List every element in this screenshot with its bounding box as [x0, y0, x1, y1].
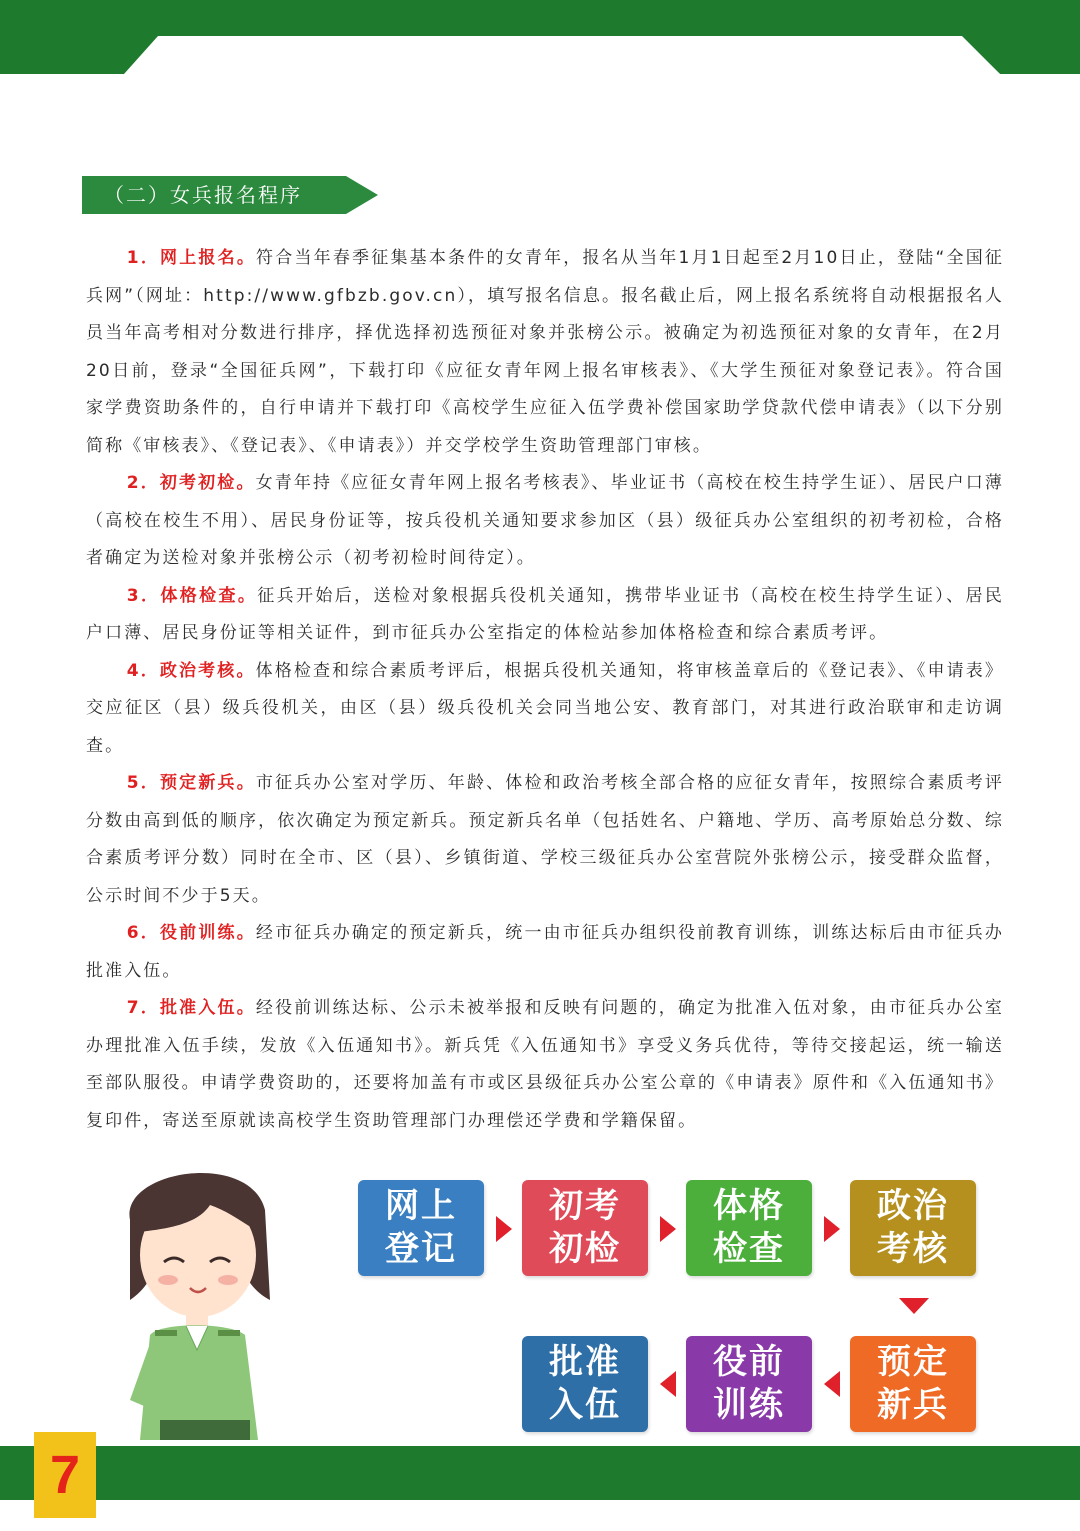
- section-title-text: （二）女兵报名程序: [104, 183, 302, 207]
- flow-box-label: 初考初检: [549, 1186, 621, 1269]
- header-band: [0, 0, 1080, 80]
- step-3-paragraph: [86, 578, 1004, 653]
- arrow-down-icon: [899, 1298, 929, 1314]
- flow-box-physical-exam: [686, 1180, 812, 1276]
- step-1-text: 符合当年春季征集基本条件的女青年，报名从当年1月1日起至2月10日止，登陆“全国征兵网”（网址：http://www.gfbzb.gov.cn），填写报名信息。报名截止后，网上报名系统将自动根据报名人员当年高考相对分数进行排序，择优选择初选预征对象并张榜公示。被确定为初选预征对象的女青年，在2月20日前，登录“全国征兵网”，下载打印《应征女青年网上报名审核表》、《大学生预征对象登记表》。符合国家学费资助条件的，自行申请并下载打印《高校学生应征入伍学费补偿国家助学贷款代偿申请表》（以下分别简称《审核表》、《登记表》、《申请表》）并交学校学生资助管理部门审核。: [86, 248, 1004, 456]
- step-4-paragraph: [86, 653, 1004, 766]
- arrow-left-icon: [824, 1371, 840, 1397]
- step-7-text: 经役前训练达标、公示未被举报和反映有问题的，确定为批准入伍对象，由市征兵办公室办理批准入伍手续，发放《入伍通知书》。新兵凭《入伍通知书》享受义务兵优待，等待交接起运，统一输送至部队服役。申请学费资助的，还要将加盖有市或区县级征兵办公室公章的《申请表》原件和《入伍通知书》复印件，寄送至原就读高校学生资助管理部门办理偿还学费和学籍保留。: [86, 998, 1004, 1131]
- step-4-text: 体格检查和综合素质考评后，根据兵役机关通知，将审核盖章后的《登记表》、《申请表》交应征区（县）级兵役机关，由区（县）级兵役机关会同当地公安、教育部门，对其进行政治联审和走访调查。: [86, 660, 1005, 756]
- flow-box-label: 役前训练: [713, 1342, 785, 1425]
- arrow-right-icon: [824, 1216, 840, 1242]
- cartoon-girl-illustration: [100, 1150, 290, 1440]
- step-3-text: 征兵开始后，送检对象根据兵役机关通知，携带毕业证书（高校在校生持学生证）、居民户口薄、居民身份证等相关证件，到市征兵办公室指定的体检站参加体格检查和综合素质考评。: [86, 585, 1004, 643]
- step-2-paragraph: [86, 465, 1004, 578]
- arrow-left-icon: [660, 1371, 676, 1397]
- flow-box-online-registration: [358, 1180, 484, 1276]
- flow-box-label: 网上登记: [385, 1186, 457, 1269]
- flow-box-reserved-recruit: [850, 1336, 976, 1432]
- step-6-text: 经市征兵办确定的预定新兵，统一由市征兵办组织役前教育训练，训练达标后由市征兵办批准入伍。: [86, 923, 1004, 981]
- step-5-heading: 5．预定新兵。: [126, 773, 256, 793]
- step-7-paragraph: [86, 990, 1004, 1140]
- flow-box-label: 批准入伍: [549, 1342, 621, 1425]
- arrow-right-icon: [496, 1216, 512, 1242]
- flow-box-pre-service-training: [686, 1336, 812, 1432]
- step-7-heading: 7．批准入伍。: [126, 998, 256, 1018]
- flow-box-label: 预定新兵: [877, 1342, 949, 1425]
- procedure-text: [86, 240, 1004, 1140]
- flow-box-label: 体格检查: [713, 1186, 785, 1269]
- page-number: 7: [34, 1432, 96, 1518]
- step-4-heading: 4．政治考核。: [126, 660, 256, 681]
- flow-box-label: 政治考核: [877, 1186, 949, 1269]
- footer-band: [0, 1446, 1080, 1500]
- step-1-paragraph: [86, 240, 1004, 465]
- step-3-heading: 3．体格检查。: [126, 585, 258, 606]
- step-1-heading: 1．网上报名。: [126, 248, 257, 268]
- flow-box-political-review: [850, 1180, 976, 1276]
- flow-box-enlistment-approval: [522, 1336, 648, 1432]
- step-6-paragraph: [86, 915, 1004, 990]
- flow-box-preliminary-check: [522, 1180, 648, 1276]
- section-title: [82, 176, 378, 214]
- step-5-text: 市征兵办公室对学历、年龄、体检和政治考核全部合格的应征女青年，按照综合素质考评分数由高到低的顺序，依次确定为预定新兵。预定新兵名单（包括姓名、户籍地、学历、高考原始总分数、综合素质考评分数）同时在全市、区（县）、乡镇街道、学校三级征兵办公室营院外张榜公示，接受群众监督，公示时间不少于5天。: [86, 773, 1004, 906]
- step-2-heading: 2．初考初检。: [126, 473, 256, 493]
- arrow-right-icon: [660, 1216, 676, 1242]
- step-5-paragraph: [86, 765, 1004, 915]
- step-2-text: 女青年持《应征女青年网上报名考核表》、毕业证书（高校在校生持学生证）、居民户口薄（高校在校生不用）、居民身份证等，按兵役机关通知要求参加区（县）级征兵办公室组织的初考初检，合格者确定为送检对象并张榜公示（初考初检时间待定）。: [86, 473, 1005, 568]
- step-6-heading: 6．役前训练。: [126, 923, 256, 943]
